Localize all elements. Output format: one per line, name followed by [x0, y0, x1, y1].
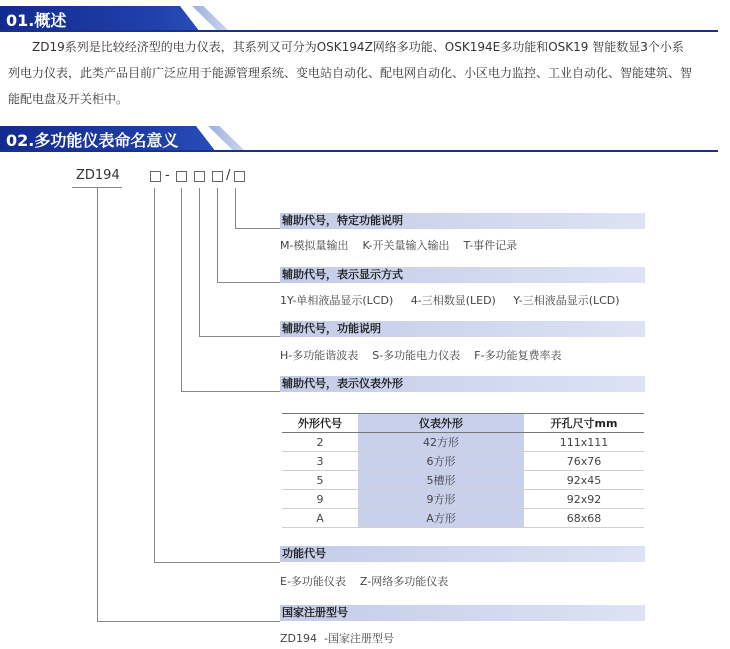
- table-cell: 42方形: [358, 433, 524, 452]
- table-cell: 92x45: [524, 471, 644, 490]
- connector-line: [97, 188, 98, 622]
- code-box-function: [150, 171, 161, 182]
- table-header: 开孔尺寸mm: [524, 414, 644, 433]
- table-cell: 5槽形: [358, 471, 524, 490]
- table-row: [282, 471, 644, 490]
- section-title: 02.多功能仪表命名意义: [6, 131, 179, 150]
- group-heading-registration: 国家注册型号: [280, 605, 645, 621]
- section-header-naming: [0, 126, 718, 152]
- group-desc-registration: ZD194 -国家注册型号: [280, 632, 394, 645]
- overview-paragraph: [8, 34, 720, 112]
- group-heading-function-desc: 辅助代号，功能说明: [280, 321, 645, 337]
- connector-line: [154, 562, 280, 563]
- code-box-shape: [176, 171, 187, 182]
- group-desc-display: 1Y-单相液晶显示(LCD) 4-三相数显(LED) Y-三相液晶显示(LCD): [280, 294, 620, 307]
- table-cell: 92x92: [524, 490, 644, 509]
- group-heading-special: 辅助代号，特定功能说明: [280, 213, 645, 229]
- section-title: 01.概述: [6, 11, 67, 30]
- group-heading-display: 辅助代号，表示显示方式: [280, 267, 645, 283]
- table-cell: 9: [282, 490, 358, 509]
- table-cell: A方形: [358, 509, 524, 528]
- connector-line: [97, 621, 280, 622]
- connector-line: [235, 228, 280, 229]
- table-row: [282, 509, 644, 528]
- group-heading-shape: 辅助代号，表示仪表外形: [280, 376, 645, 392]
- connector-line: [181, 391, 280, 392]
- overview-line-2: 列电力仪表，此类产品目前广泛应用于能源管理系统、变电站自动化、配电网自动化、小区电力监控、工业自动化、智能建筑、智: [8, 66, 693, 80]
- connector-line: [154, 188, 155, 563]
- connector-line: [235, 188, 236, 229]
- connector-line: [199, 188, 200, 337]
- code-box-func-desc: [194, 171, 205, 182]
- table-header: 外形代号: [282, 414, 358, 433]
- group-desc-special: M-模拟量输出 K-开关量输入输出 T-事件记录: [280, 239, 518, 252]
- table-cell: 111x111: [524, 433, 644, 452]
- table-cell: 2: [282, 433, 358, 452]
- table-header: 仪表外形: [358, 414, 524, 433]
- table-cell: 5: [282, 471, 358, 490]
- table-row: [282, 490, 644, 509]
- group-desc-function: E-多功能仪表 Z-网络多功能仪表: [280, 575, 449, 588]
- table-cell: 6方形: [358, 452, 524, 471]
- code-box-display: [212, 171, 223, 182]
- connector-line: [181, 188, 182, 392]
- overview-line-3: 能配电盘及开关柜中。: [8, 92, 129, 106]
- table-cell: 3: [282, 452, 358, 471]
- model-code: [76, 168, 256, 186]
- code-box-special: [234, 171, 245, 182]
- table-cell: 76x76: [524, 452, 644, 471]
- table-header-row: [282, 414, 644, 433]
- connector-line: [199, 336, 280, 337]
- shape-table: [282, 413, 644, 528]
- connector-line: [217, 282, 280, 283]
- section-header-overview: [0, 6, 718, 32]
- table-row: [282, 433, 644, 452]
- code-slash: /: [226, 168, 231, 183]
- model-prefix: ZD194: [76, 168, 120, 183]
- group-desc-function-desc: H-多功能谐波表 S-多功能电力仪表 F-多功能复费率表: [280, 349, 562, 362]
- group-heading-function: 功能代号: [280, 546, 645, 562]
- connector-line: [217, 188, 218, 283]
- table-cell: 68x68: [524, 509, 644, 528]
- table-cell: A: [282, 509, 358, 528]
- code-dash: -: [165, 168, 170, 183]
- table-cell: 9方形: [358, 490, 524, 509]
- table-row: [282, 452, 644, 471]
- overview-line-1: ZD19系列是比较经济型的电力仪表，其系列又可分为OSK194Z网络多功能、OSK194E多功能和OSK19 智能数显3个小系: [32, 40, 684, 54]
